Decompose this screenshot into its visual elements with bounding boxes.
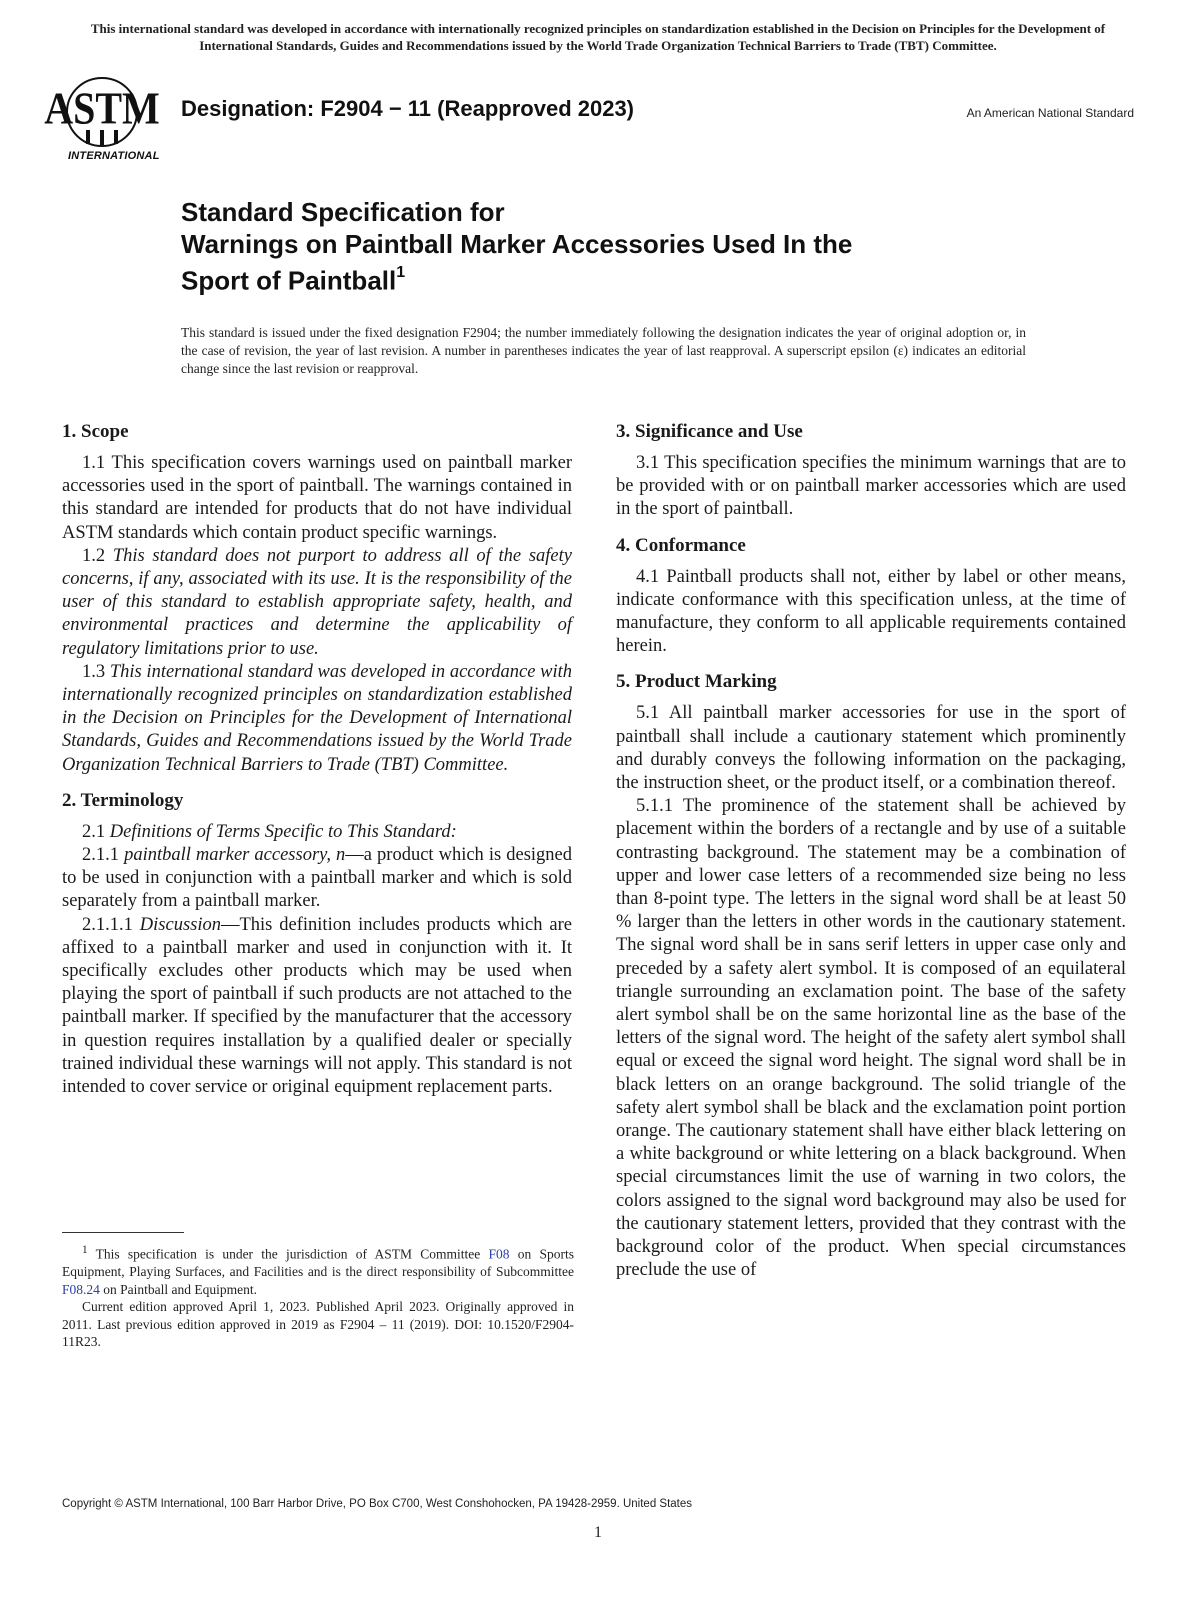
paragraph-number: 2.1.1: [82, 845, 125, 866]
paragraph-5-1-1: 5.1.1 The prominence of the statement shall be achieved by placement within the borders of a rectangle and by use of a suitable contrasting background. The statement may be a combination of upper and lower case letters of a recommended size being no less than 8-point type. The letters in the signal word shall be at least 50 % larger than the letters in other words in the cautionary statement. The signal word shall be in sans serif letters in upper case only and preceded by a safety alert symbol. It is composed of an equilateral triangle surrounding an exclamation point. The base of the safety alert symbol shall be on the same horizontal line as the base of the letters of the signal word. The height of the safety alert symbol shall equal or exceed the signal word height. The signal word shall be in black letters on an orange background. The solid triangle of the safety alert symbol shall be black and the exclamation point portion orange. The cautionary statement shall have either black lettering on a white background or white lettering on a black background. When special circumstances limit the use of warning in two colors, the colors assigned to the signal word background may also be used for the cautionary statement letters, provided that they contrast with the background color of the product. When special circumstances preclude the use of: [616, 796, 1126, 1281]
paragraph-5-1: 5.1 All paintball marker accessories for use in the sport of paintball shall include a cautionary statement which prominently and durably conveys the following information on the packaging, the instruction sheet, or the product itself, or a combination thereof.: [616, 703, 1126, 794]
paragraph-text: This international standard was developed in accordance with internationally recognized principles on standardization established in the Decision on Principles for the Development of International Standards, Guides and Recommendations issued by the World Trade Organization Technical Barriers to Trade (TBT) Committee.: [62, 661, 573, 775]
paragraph-number: 1.3: [82, 661, 110, 682]
title-footnote-mark[interactable]: 1: [396, 264, 406, 281]
paragraph-4-1: 4.1 Paintball products shall not, either by label or other means, indicate conformance with this specification unless, at the time of manufacture, they conform to all applicable requirements contained herein.: [616, 566, 1126, 657]
section-heading-terminology: 2. Terminology: [62, 789, 184, 811]
title-line-3-text: Sport of Paintball: [181, 265, 397, 296]
footnote-text: This specification is under the jurisdiction of ASTM Committee: [87, 1246, 489, 1262]
paragraph-2-1: [62, 821, 572, 844]
document-title: [181, 196, 852, 297]
logo-wordmark: INTERNATIONAL: [68, 150, 160, 162]
section-heading-significance: 3. Significance and Use: [616, 421, 803, 442]
section-heading-conformance: 4. Conformance: [616, 534, 746, 556]
section-heading-scope: 1. Scope: [62, 421, 129, 442]
footnote-text: on Sports Equipment, Playing Surfaces, and Facilities and is the direct responsibility of Subcommittee: [62, 1246, 574, 1279]
paragraph-text: —a product which is designed to be used in conjunction with a paintball marker and which is sold separately from a paintball marker.: [62, 845, 573, 912]
committee-link[interactable]: F08: [488, 1246, 510, 1262]
title-line-3: [181, 260, 852, 297]
paragraph-number: 2.1.1.1: [82, 914, 140, 935]
discussion-label: Discussion: [139, 914, 221, 935]
paragraph-3-1: 3.1 This specification specifies the minimum warnings that are to be provided with or on paintball marker accessories which are used in the sport of paintball.: [616, 453, 1126, 520]
subcommittee-link[interactable]: F08.24: [62, 1281, 100, 1297]
footnote-edition: Current edition approved April 1, 2023. Published April 2023. Originally approved in 2011. Last previous edition approved in 2019 as F2904 – 11 (2019). DOI: 10.1520/F2904-11R23.: [62, 1299, 574, 1349]
paragraph-text: This standard does not purport to address all of the safety concerns, if any, associated with its use. It is the responsibility of the user of this standard to establish appropriate safety, health, and environmental practices and determine the applicability of regulatory limitations prior to use.: [62, 545, 572, 659]
left-column: [62, 420, 572, 1099]
defined-term: paintball marker accessory, n: [124, 845, 346, 866]
designation: Designation: F2904 − 11 (Reapproved 2023): [181, 96, 635, 121]
footnote-mark: 1: [82, 1244, 88, 1256]
paragraph-1-3: [62, 661, 572, 777]
svg-text:ASTM: ASTM: [44, 84, 160, 135]
footnote-divider: [62, 1232, 184, 1233]
paragraph-2-1-1: [62, 844, 572, 914]
page-number: 1: [594, 1524, 602, 1541]
paragraph-1-2: [62, 545, 572, 661]
top-notice: This international standard was developed in accordance with internationally recognized principles on standardization established in the Decision on Principles for the Development of International Standards, Guides and Recommendations issued by the World Trade Organization Technical Barriers to Trade (TBT) Committee.: [90, 21, 1106, 53]
national-standard-label: An American National Standard: [966, 106, 1134, 120]
section-heading-marking: 5. Product Marking: [616, 671, 777, 693]
paragraph-text: —This definition includes products which are affixed to a paintball marker and used in conjunction with it. It specifically excludes other products which may be used when playing the sport of paintball if such products are not attached to the paintball marker. If specified by the manufacturer that the accessory in question requires installation by a qualified dealer or specially trained individual these warnings will not apply. This standard is not intended to cover service or original equipment replacement parts.: [62, 914, 572, 1098]
issuance-note: This standard is issued under the fixed designation F2904; the number immediately following the designation indicates the year of original adoption or, in the case of revision, the year of last revision. A number in parentheses indicates the year of last reapproval. A superscript epsilon (ε) indicates an editorial change since the last revision or reapproval.: [181, 325, 1026, 376]
paragraph-text: Definitions of Terms Specific to This Standard:: [109, 821, 457, 842]
paragraph-1-1: 1.1 This specification covers warnings used on paintball marker accessories used in the sport of paintball. The warnings contained in this standard are intended for products that do not have individual ASTM standards which contain product specific warnings.: [62, 453, 572, 543]
footnote-text: on Paintball and Equipment.: [99, 1281, 257, 1297]
footnotes: [62, 1242, 574, 1351]
right-column: [616, 420, 1126, 1283]
paragraph-number: 2.1: [82, 821, 110, 842]
title-line-1: Standard Specification for: [181, 197, 505, 227]
paragraph-number: 1.2: [82, 545, 113, 566]
footnote-1: [62, 1242, 574, 1298]
copyright-line: Copyright © ASTM International, 100 Barr Harbor Drive, PO Box C700, West Conshohocken, PA 19428-2959. United States: [62, 1498, 693, 1510]
paragraph-2-1-1-1: [62, 914, 572, 1100]
title-line-2: Warnings on Paintball Marker Accessories Used In the: [181, 229, 853, 259]
